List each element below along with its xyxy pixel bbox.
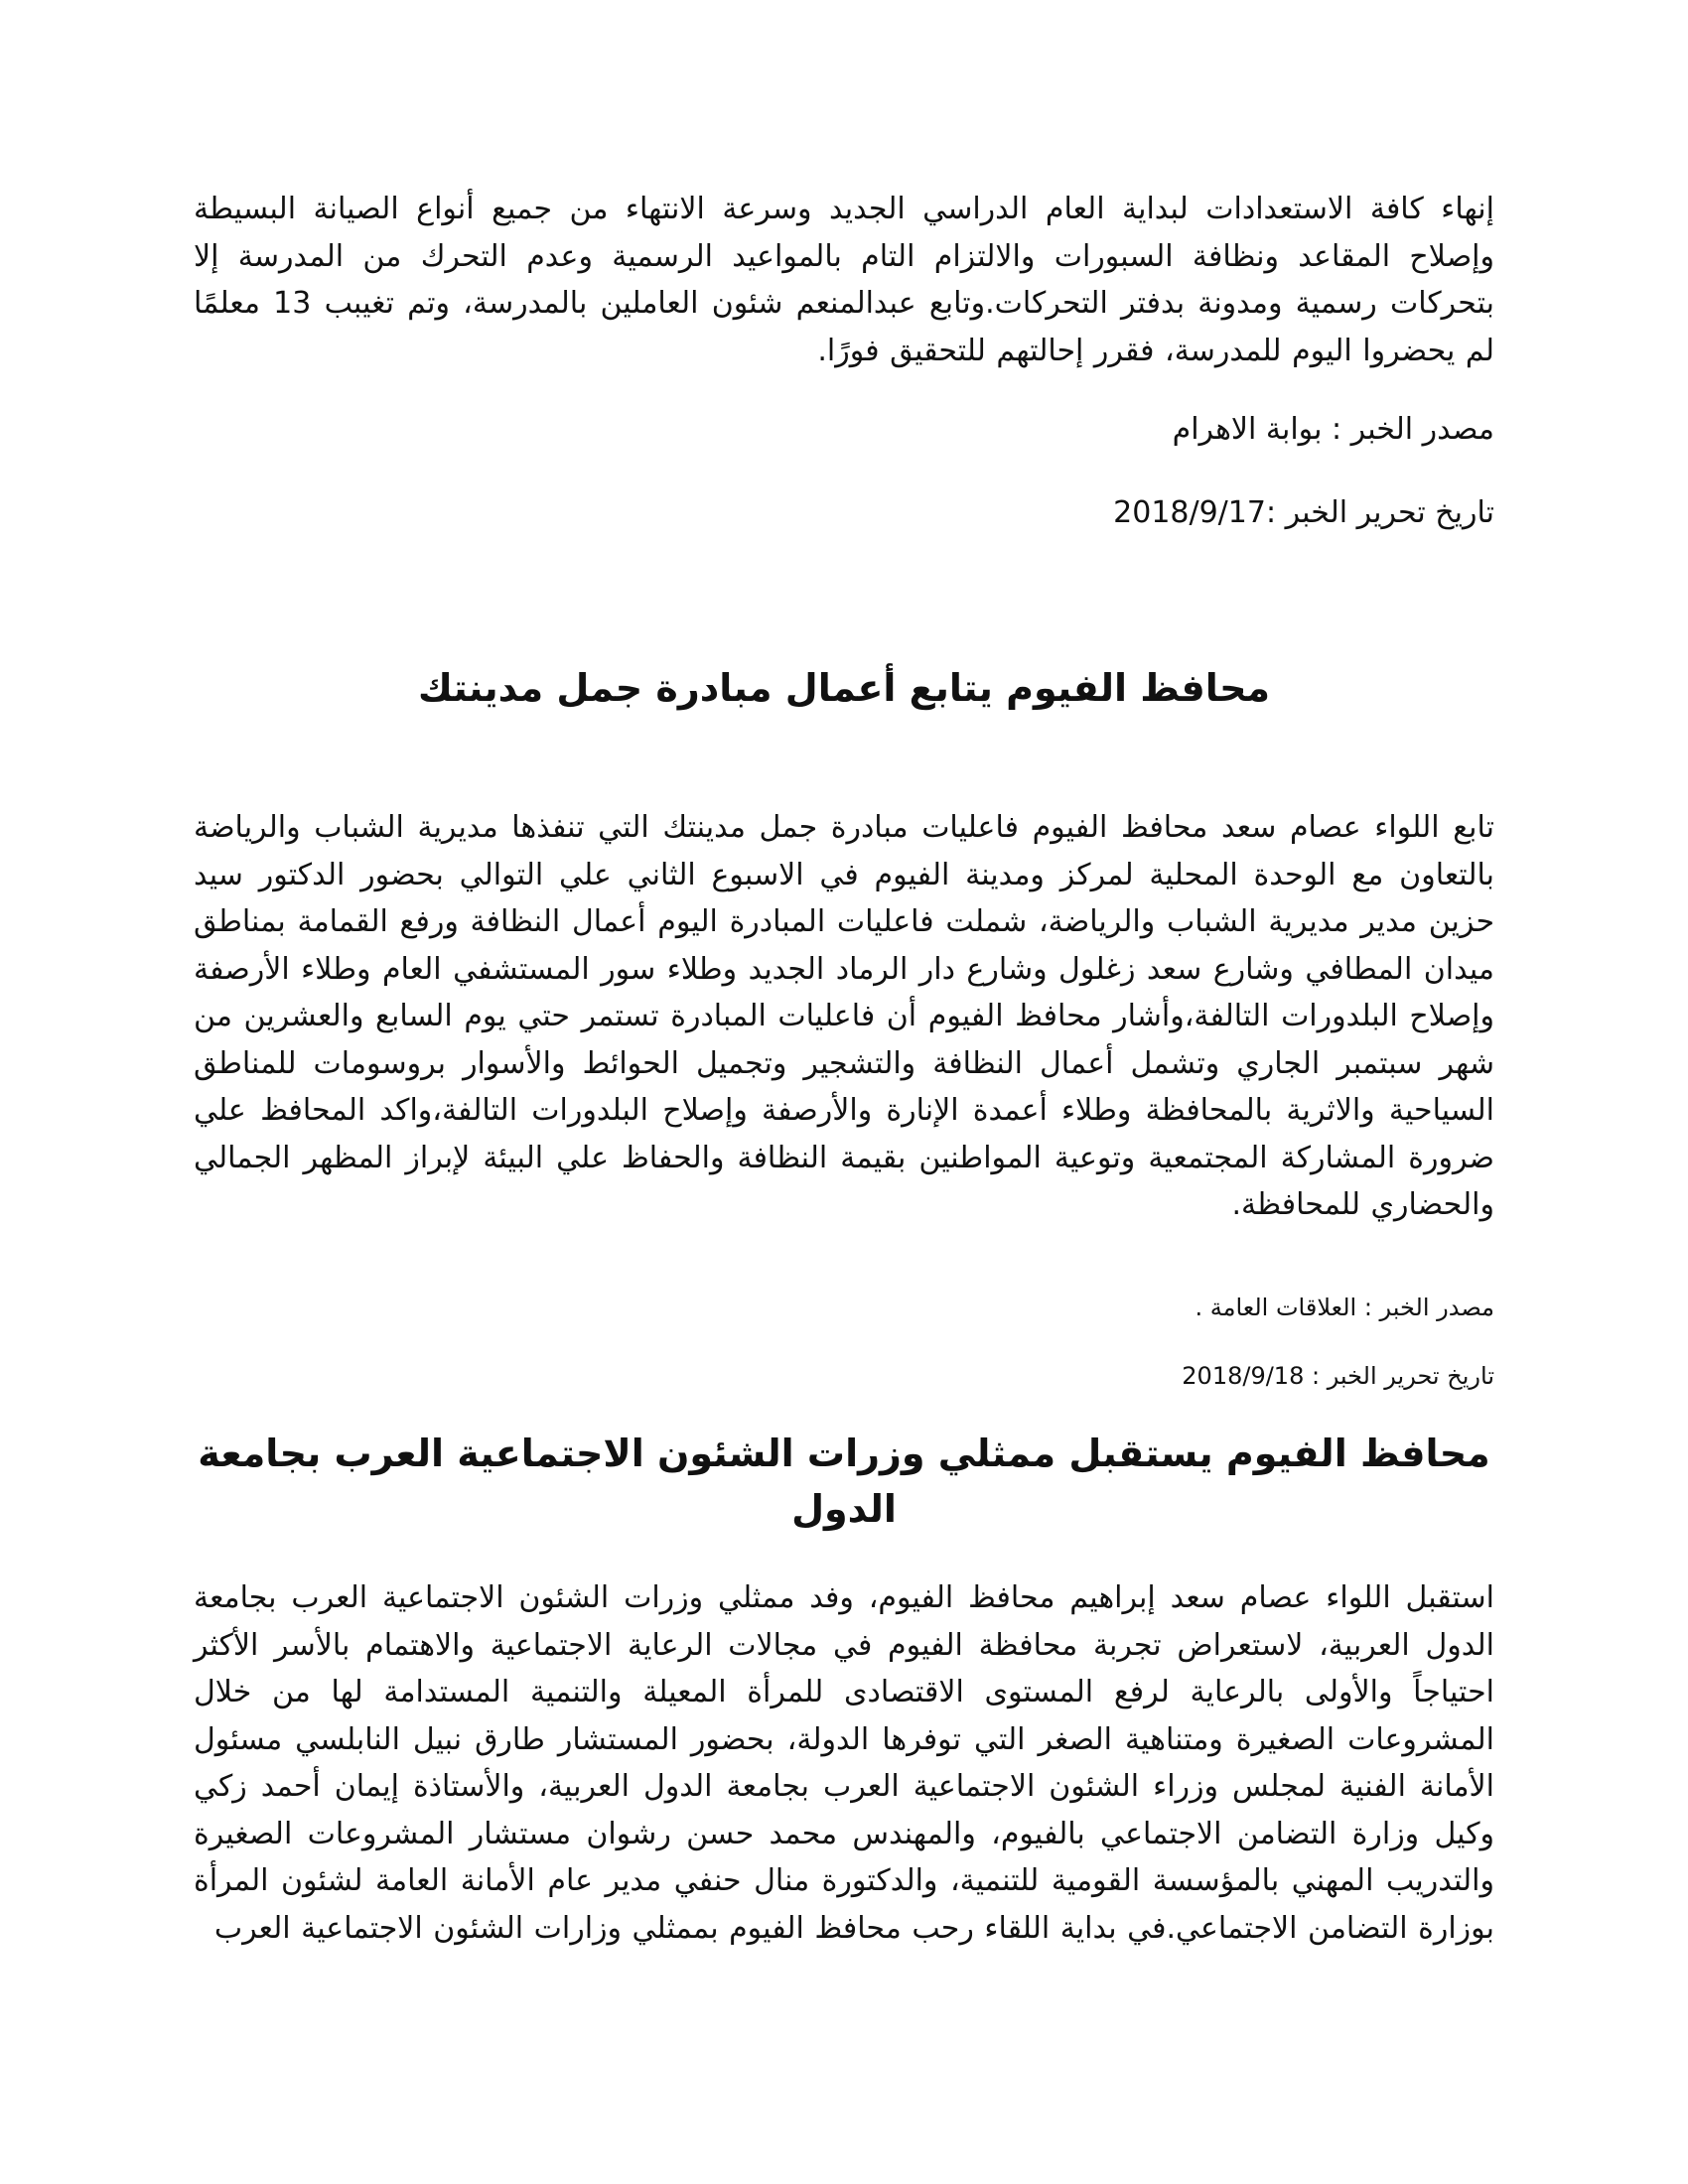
intro-paragraph: إنهاء كافة الاستعدادات لبداية العام الدراسي الجديد وسرعة الانتهاء من جميع أنواع الصيانة البسيطة وإصلاح المقاعد ونظافة السبورات والالتزام التام بالمواعيد الرسمية وعدم التحرك من المدرسة إلا بتحركات رسمية ومدونة بدفتر التحركات.وتابع عبدالمنعم شئون العاملين بالمدرسة، وتم تغيبب 13 معلمًا لم يحضروا اليوم للمدرسة، فقرر إحالتهم للتحقيق فورًا. [194,192,1494,368]
intro-edit-date: تاريخ تحرير الخبر :2018/9/17 [1113,495,1494,530]
article-1-body: تابع اللواء عصام سعد محافظ الفيوم فاعليات مبادرة جمل مدينتك التي تنفذها مديرية الشباب والرياضة بالتعاون مع الوحدة المحلية لمركز ومدينة الفيوم في الاسبوع الثاني علي التوالي بحضور الدكتور سيد حزين مدير مديرية الشباب والرياضة، شملت فاعليات المبادرة اليوم أعمال النظافة ورفع القمامة بمناطق ميدان المطافي وشارع سعد زغلول وشارع دار الرماد الجديد وطلاء سور المستشفي العام وطلاء الأرصفة وإصلاح البلدورات التالفة،وأشار محافظ الفيوم أن فاعليات المبادرة تستمر حتي يوم السابع والعشرين من شهر سبتمبر الجاري وتشمل أعمال النظافة والتشجير وتجميل الحوائط والأسوار بروسومات للمناطق السياحية والاثرية بالمحافظة وطلاء أعمدة الإنارة والأرصفة وإصلاح البلدورات التالفة،واكد المحافظ علي ضرورة المشاركة المجتمعية وتوعية المواطنين بقيمة النظافة والحفاظ علي البيئة لإبراز المظهر الجمالي والحضاري للمحافظة. [194,810,1494,1222]
article-2-body: استقبل اللواء عصام سعد إبراهيم محافظ الفيوم، وفد ممثلي وزرات الشئون الاجتماعية العرب بجامعة الدول العربية، لاستعراض تجربة محافظة الفيوم في مجالات الرعاية الاجتماعية والاهتمام بالأسر الأكثر احتياجاً والأولى بالرعاية لرفع المستوى الاقتصادى للمرأة المعيلة والتنمية المستدامة لها من خلال المشروعات الصغيرة ومتناهية الصغر التي توفرها الدولة، بحضور المستشار طارق نبيل النابلسي مسئول الأمانة الفنية لمجلس وزراء الشئون الاجتماعية العرب بجامعة الدول العربية، والأستاذة إيمان أحمد زكي وكيل وزارة التضامن الاجتماعي بالفيوم، والمهندس محمد حسن رشوان مستشار المشروعات الصغيرة والتدريب المهني بالمؤسسة القومية للتنمية، والدكتورة منال حنفي مدير عام الأمانة العامة لشئون المرأة بوزارة التضامن الاجتماعي.في بداية اللقاء رحب محافظ الفيوم بممثلي وزارات الشئون الاجتماعية العرب [194,1580,1494,1946]
article-1-edit-date: تاريخ تحرير الخبر : 2018/9/18 [1182,1362,1494,1390]
article-1-news-source: مصدر الخبر : العلاقات العامة . [1195,1294,1494,1321]
article-1-title: محافظ الفيوم يتابع أعمال مبادرة جمل مدينتك [418,666,1270,710]
intro-news-source: مصدر الخبر : بوابة الاهرام [1172,412,1494,447]
article-2-title: محافظ الفيوم يستقبل ممثلي وزرات الشئون الاجتماعية العرب بجامعة الدول [198,1432,1490,1531]
